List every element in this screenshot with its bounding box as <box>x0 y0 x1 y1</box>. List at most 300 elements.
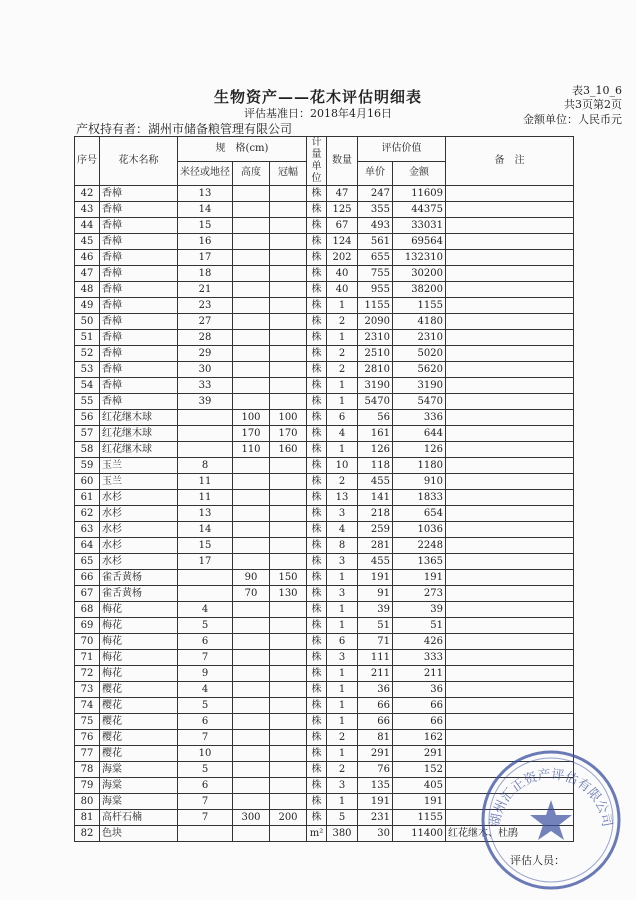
row-crown <box>270 458 307 474</box>
row-qty: 1 <box>327 618 358 634</box>
row-diameter: 17 <box>178 554 233 570</box>
row-diameter: 28 <box>178 330 233 346</box>
row-remark <box>446 314 574 330</box>
row-diameter <box>178 426 233 442</box>
row-price: 355 <box>358 202 393 218</box>
col-unit-header: 计量单位 <box>307 137 327 186</box>
col-diameter-header: 米径或地径 <box>178 161 233 186</box>
row-qty: 2 <box>327 474 358 490</box>
svg-text:湖州汇正资产评估有限公司: 湖州汇正资产评估有限公司 <box>487 767 615 829</box>
row-unit: 株 <box>307 794 327 810</box>
row-remark <box>446 426 574 442</box>
row-amount: 30200 <box>393 266 446 282</box>
row-unit: 株 <box>307 426 327 442</box>
row-amount: 132310 <box>393 250 446 266</box>
row-name: 水杉 <box>100 490 178 506</box>
col-remark-header: 备 注 <box>446 137 574 186</box>
table-row <box>75 410 574 426</box>
table-row <box>75 618 574 634</box>
row-unit: 株 <box>307 746 327 762</box>
row-height <box>233 282 270 298</box>
table-row <box>75 602 574 618</box>
row-height <box>233 186 270 202</box>
row-unit: 株 <box>307 730 327 746</box>
col-qty-header: 数量 <box>327 137 358 186</box>
row-unit: 株 <box>307 298 327 314</box>
row-unit: 株 <box>307 458 327 474</box>
row-name: 香樟 <box>100 378 178 394</box>
row-crown <box>270 362 307 378</box>
row-price: 126 <box>358 442 393 458</box>
row-qty: 1 <box>327 298 358 314</box>
row-seq: 53 <box>75 362 100 378</box>
row-crown <box>270 554 307 570</box>
row-price: 5470 <box>358 394 393 410</box>
row-amount: 11400 <box>393 826 446 842</box>
row-crown <box>270 666 307 682</box>
evaluator-label: 评估人员： <box>510 854 565 867</box>
row-remark <box>446 682 574 698</box>
row-unit: 株 <box>307 586 327 602</box>
row-crown <box>270 282 307 298</box>
row-remark <box>446 538 574 554</box>
table-row <box>75 570 574 586</box>
row-price: 2510 <box>358 346 393 362</box>
row-crown <box>270 522 307 538</box>
row-qty: 40 <box>327 282 358 298</box>
row-qty: 1 <box>327 714 358 730</box>
row-qty: 4 <box>327 522 358 538</box>
row-crown <box>270 538 307 554</box>
row-seq: 74 <box>75 698 100 714</box>
row-name: 海棠 <box>100 794 178 810</box>
row-qty: 40 <box>327 266 358 282</box>
row-unit: 株 <box>307 250 327 266</box>
row-price: 76 <box>358 762 393 778</box>
row-remark <box>446 186 574 202</box>
row-name: 梅花 <box>100 602 178 618</box>
row-name: 樱花 <box>100 698 178 714</box>
row-qty: 1 <box>327 442 358 458</box>
row-price: 2310 <box>358 330 393 346</box>
row-amount: 333 <box>393 650 446 666</box>
row-unit: 株 <box>307 522 327 538</box>
row-amount: 1155 <box>393 810 446 826</box>
row-seq: 42 <box>75 186 100 202</box>
table-row <box>75 266 574 282</box>
row-remark <box>446 202 574 218</box>
row-name: 香樟 <box>100 330 178 346</box>
row-seq: 65 <box>75 554 100 570</box>
row-crown <box>270 474 307 490</box>
table-row <box>75 202 574 218</box>
row-unit: 株 <box>307 682 327 698</box>
row-price: 81 <box>358 730 393 746</box>
row-seq: 43 <box>75 202 100 218</box>
row-height <box>233 314 270 330</box>
row-unit: 株 <box>307 538 327 554</box>
row-seq: 78 <box>75 762 100 778</box>
row-seq: 73 <box>75 682 100 698</box>
table-row <box>75 330 574 346</box>
row-height <box>233 714 270 730</box>
row-height <box>233 458 270 474</box>
table-number: 表3_10_6 <box>572 84 622 97</box>
row-remark <box>446 218 574 234</box>
table-row <box>75 250 574 266</box>
row-qty: 3 <box>327 506 358 522</box>
row-price: 39 <box>358 602 393 618</box>
row-qty: 202 <box>327 250 358 266</box>
row-remark <box>446 602 574 618</box>
row-unit: 株 <box>307 346 327 362</box>
row-remark <box>446 346 574 362</box>
row-name: 玉兰 <box>100 458 178 474</box>
row-name: 香樟 <box>100 282 178 298</box>
table-header <box>75 137 574 186</box>
col-amount-header: 金额 <box>393 161 446 186</box>
row-price: 135 <box>358 778 393 794</box>
row-diameter: 7 <box>178 730 233 746</box>
row-seq: 61 <box>75 490 100 506</box>
row-seq: 44 <box>75 218 100 234</box>
row-remark <box>446 330 574 346</box>
row-crown <box>270 682 307 698</box>
row-amount: 1036 <box>393 522 446 538</box>
row-name: 樱花 <box>100 682 178 698</box>
row-height <box>233 826 270 842</box>
row-price: 191 <box>358 570 393 586</box>
row-crown <box>270 346 307 362</box>
row-name: 香樟 <box>100 314 178 330</box>
row-height <box>233 746 270 762</box>
row-price: 66 <box>358 714 393 730</box>
row-name: 香樟 <box>100 186 178 202</box>
table-row <box>75 714 574 730</box>
row-unit: 株 <box>307 410 327 426</box>
row-amount: 191 <box>393 794 446 810</box>
row-seq: 77 <box>75 746 100 762</box>
row-unit: 株 <box>307 394 327 410</box>
row-seq: 76 <box>75 730 100 746</box>
row-remark <box>446 474 574 490</box>
table-row <box>75 474 574 490</box>
row-name: 香樟 <box>100 298 178 314</box>
row-name: 水杉 <box>100 522 178 538</box>
row-remark <box>446 730 574 746</box>
row-remark <box>446 714 574 730</box>
row-amount: 2248 <box>393 538 446 554</box>
row-crown <box>270 826 307 842</box>
row-amount: 273 <box>393 586 446 602</box>
row-price: 247 <box>358 186 393 202</box>
row-name: 樱花 <box>100 746 178 762</box>
row-unit: 株 <box>307 378 327 394</box>
row-diameter: 4 <box>178 602 233 618</box>
row-crown <box>270 602 307 618</box>
row-height <box>233 506 270 522</box>
row-qty: 2 <box>327 730 358 746</box>
row-unit: 株 <box>307 810 327 826</box>
table-row <box>75 458 574 474</box>
row-crown <box>270 762 307 778</box>
row-crown <box>270 618 307 634</box>
row-price: 455 <box>358 554 393 570</box>
col-crown-header: 冠幅 <box>270 161 307 186</box>
valuation-date: 评估基准日：2018年4月16日 <box>244 107 392 120</box>
row-qty: 1 <box>327 330 358 346</box>
row-crown <box>270 794 307 810</box>
table-body <box>75 186 574 842</box>
row-diameter <box>178 570 233 586</box>
row-name: 樱花 <box>100 714 178 730</box>
row-amount: 211 <box>393 666 446 682</box>
row-remark <box>446 298 574 314</box>
row-crown <box>270 746 307 762</box>
company-seal-icon <box>476 745 626 895</box>
row-qty: 2 <box>327 362 358 378</box>
row-amount: 36 <box>393 682 446 698</box>
row-unit: 株 <box>307 474 327 490</box>
row-amount: 1833 <box>393 490 446 506</box>
row-height <box>233 490 270 506</box>
row-qty: 5 <box>327 810 358 826</box>
row-amount: 1155 <box>393 298 446 314</box>
row-price: 51 <box>358 618 393 634</box>
row-unit: 株 <box>307 282 327 298</box>
row-name: 海棠 <box>100 778 178 794</box>
row-seq: 45 <box>75 234 100 250</box>
table-row <box>75 698 574 714</box>
currency-unit: 金额单位：人民币元 <box>523 113 622 126</box>
asset-table <box>74 136 574 842</box>
row-crown <box>270 394 307 410</box>
table-row <box>75 442 574 458</box>
row-seq: 54 <box>75 378 100 394</box>
row-height <box>233 602 270 618</box>
row-qty: 67 <box>327 218 358 234</box>
row-price: 36 <box>358 682 393 698</box>
row-seq: 70 <box>75 634 100 650</box>
row-seq: 67 <box>75 586 100 602</box>
row-name: 香樟 <box>100 394 178 410</box>
table-row <box>75 634 574 650</box>
row-unit: 株 <box>307 762 327 778</box>
row-diameter: 14 <box>178 522 233 538</box>
row-diameter: 10 <box>178 746 233 762</box>
row-qty: 1 <box>327 666 358 682</box>
row-crown <box>270 730 307 746</box>
row-height <box>233 634 270 650</box>
row-qty: 124 <box>327 234 358 250</box>
row-height <box>233 362 270 378</box>
row-diameter: 8 <box>178 458 233 474</box>
row-price: 211 <box>358 666 393 682</box>
table-row <box>75 506 574 522</box>
row-name: 红花继木球 <box>100 410 178 426</box>
row-amount: 39 <box>393 602 446 618</box>
row-remark <box>446 490 574 506</box>
row-height <box>233 730 270 746</box>
row-seq: 46 <box>75 250 100 266</box>
row-crown <box>270 506 307 522</box>
row-height <box>233 666 270 682</box>
row-seq: 80 <box>75 794 100 810</box>
row-price: 493 <box>358 218 393 234</box>
row-unit: 株 <box>307 666 327 682</box>
row-crown <box>270 234 307 250</box>
row-amount: 654 <box>393 506 446 522</box>
document-title: 生物资产——花木评估明细表 <box>213 88 422 106</box>
row-amount: 38200 <box>393 282 446 298</box>
row-name: 香樟 <box>100 346 178 362</box>
row-remark <box>446 442 574 458</box>
row-amount: 291 <box>393 746 446 762</box>
row-diameter: 23 <box>178 298 233 314</box>
row-remark <box>446 362 574 378</box>
row-name: 雀舌黄杨 <box>100 570 178 586</box>
row-seq: 55 <box>75 394 100 410</box>
row-price: 141 <box>358 490 393 506</box>
table-row <box>75 394 574 410</box>
row-qty: 1 <box>327 570 358 586</box>
row-amount: 4180 <box>393 314 446 330</box>
row-seq: 62 <box>75 506 100 522</box>
row-seq: 69 <box>75 618 100 634</box>
row-diameter: 5 <box>178 698 233 714</box>
table-row <box>75 298 574 314</box>
row-amount: 66 <box>393 698 446 714</box>
row-diameter: 14 <box>178 202 233 218</box>
row-unit: 株 <box>307 634 327 650</box>
row-qty: 1 <box>327 746 358 762</box>
row-unit: 株 <box>307 442 327 458</box>
row-name: 水杉 <box>100 538 178 554</box>
row-height <box>233 266 270 282</box>
row-remark <box>446 586 574 602</box>
row-qty: 6 <box>327 410 358 426</box>
row-price: 291 <box>358 746 393 762</box>
row-price: 66 <box>358 698 393 714</box>
row-name: 香樟 <box>100 202 178 218</box>
table-row <box>75 346 574 362</box>
row-remark <box>446 666 574 682</box>
row-crown <box>270 250 307 266</box>
row-amount: 11609 <box>393 186 446 202</box>
col-height-header: 高度 <box>233 161 270 186</box>
row-amount: 3190 <box>393 378 446 394</box>
row-price: 218 <box>358 506 393 522</box>
row-seq: 48 <box>75 282 100 298</box>
property-owner: 产权持有者：湖州市储备粮管理有限公司 <box>76 122 293 136</box>
row-unit: 株 <box>307 314 327 330</box>
row-seq: 82 <box>75 826 100 842</box>
row-price: 259 <box>358 522 393 538</box>
row-diameter: 6 <box>178 778 233 794</box>
row-qty: 1 <box>327 682 358 698</box>
row-unit: 株 <box>307 362 327 378</box>
row-height <box>233 618 270 634</box>
row-crown <box>270 218 307 234</box>
col-name-header: 花木名称 <box>100 137 178 186</box>
row-height <box>233 346 270 362</box>
row-qty: 380 <box>327 826 358 842</box>
row-amount: 33031 <box>393 218 446 234</box>
row-qty: 3 <box>327 586 358 602</box>
row-qty: 13 <box>327 490 358 506</box>
row-amount: 191 <box>393 570 446 586</box>
row-height <box>233 698 270 714</box>
row-diameter <box>178 410 233 426</box>
row-seq: 79 <box>75 778 100 794</box>
row-crown: 160 <box>270 442 307 458</box>
row-seq: 58 <box>75 442 100 458</box>
row-crown: 130 <box>270 586 307 602</box>
row-price: 561 <box>358 234 393 250</box>
col-value-header: 评估价值 <box>358 137 446 162</box>
row-diameter: 11 <box>178 490 233 506</box>
row-unit: 株 <box>307 490 327 506</box>
row-unit: 株 <box>307 602 327 618</box>
row-height <box>233 234 270 250</box>
row-seq: 49 <box>75 298 100 314</box>
row-diameter: 7 <box>178 794 233 810</box>
row-crown <box>270 330 307 346</box>
table-row <box>75 314 574 330</box>
table-row <box>75 490 574 506</box>
row-seq: 56 <box>75 410 100 426</box>
row-name: 香樟 <box>100 250 178 266</box>
row-diameter: 33 <box>178 378 233 394</box>
row-crown <box>270 778 307 794</box>
row-diameter: 7 <box>178 650 233 666</box>
row-diameter: 30 <box>178 362 233 378</box>
row-price: 191 <box>358 794 393 810</box>
table-row <box>75 522 574 538</box>
row-amount: 51 <box>393 618 446 634</box>
row-remark <box>446 570 574 586</box>
row-unit: 株 <box>307 570 327 586</box>
row-qty: 3 <box>327 554 358 570</box>
row-diameter: 4 <box>178 682 233 698</box>
row-amount: 2310 <box>393 330 446 346</box>
row-price: 161 <box>358 426 393 442</box>
row-crown: 100 <box>270 410 307 426</box>
table-row <box>75 650 574 666</box>
row-height <box>233 554 270 570</box>
row-seq: 66 <box>75 570 100 586</box>
table-row <box>75 362 574 378</box>
row-diameter: 5 <box>178 762 233 778</box>
row-crown: 200 <box>270 810 307 826</box>
row-diameter: 13 <box>178 506 233 522</box>
row-seq: 71 <box>75 650 100 666</box>
row-remark <box>446 458 574 474</box>
row-height <box>233 218 270 234</box>
row-diameter: 29 <box>178 346 233 362</box>
row-diameter: 6 <box>178 714 233 730</box>
row-unit: 株 <box>307 234 327 250</box>
row-qty: 3 <box>327 650 358 666</box>
row-seq: 52 <box>75 346 100 362</box>
row-name: 香樟 <box>100 234 178 250</box>
table-row <box>75 666 574 682</box>
row-crown <box>270 266 307 282</box>
row-remark <box>446 394 574 410</box>
row-name: 红花继木球 <box>100 426 178 442</box>
row-price: 91 <box>358 586 393 602</box>
row-crown <box>270 298 307 314</box>
